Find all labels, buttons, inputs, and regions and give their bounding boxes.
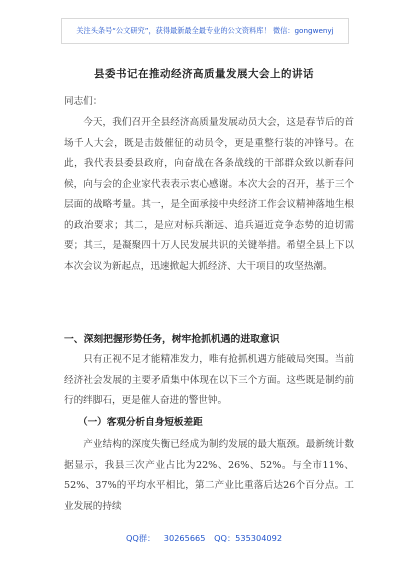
- paragraph-2: 只有正视不足才能精准发力，唯有抢抓机遇方能破局突围。当前经济社会发展的主要矛盾集中体现在以下三个方面。这些既是制约前行的绊脚石，更是催人奋进的警世钟。: [64, 354, 354, 406]
- paragraph-1: 今天，我们召开全县经济高质量发展动员大会，这是春节后的首场千人大会，既是击鼓催征的动员令，更是重整行装的冲锋号。在此，我代表县委县政府，向奋战在各条战线的干部群众致以新春问候，向与会的企业家代表表示衷心感谢。本次大会的召开，基于三个层面的战略考量。其一，是全面承接中央经济工作会议精神落地生根的政治要求；其二，是应对标兵渐远、追兵逼近竞争态势的迫切需要；其三，是凝聚四十万人民发展共识的关键举措。希望全县上下以本次会议为新起点，迅速掀起大抓经济、大干项目的攻坚热潮。: [64, 117, 354, 272]
- subsection-1-heading: （一）客观分析自身短板差距: [78, 417, 203, 428]
- header-notice-text: 关注头条号“公文研究”，获得最新最全最专业的公文资料库！ 微信：gongwenyj: [76, 26, 334, 35]
- footer-contact: QQ群： 30265665 QQ：535304092: [125, 533, 283, 543]
- paragraph-3: 产业结构的深度失衡已经成为制约发展的最大瓶颈。最新统计数据显示，我县三次产业占比为22%、26%、52%。与全市11%、52%、37%的平均水平相比，第二产业比重落后达26个百分点。工业发展的持续: [64, 439, 354, 512]
- section-1-heading: 一、深刻把握形势任务，树牢抢抓机遇的进取意识: [64, 334, 280, 345]
- document-title: 县委书记在推动经济高质量发展大会上的讲话: [94, 68, 314, 80]
- header-banner: [61, 18, 349, 44]
- salutation: 同志们：: [64, 96, 103, 107]
